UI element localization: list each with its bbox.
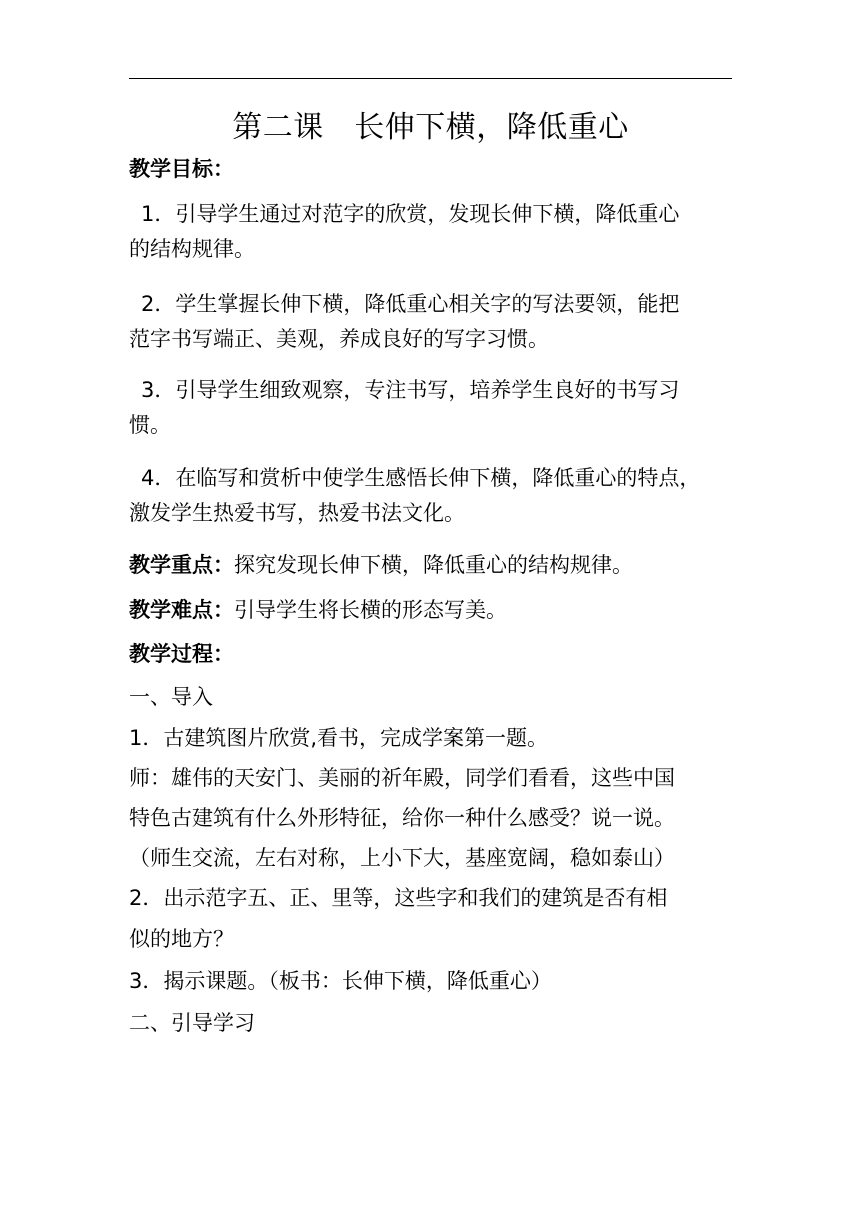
objective-line: 2．学生掌握长伸下横，降低重心相关字的写法要领，能把: [141, 292, 680, 316]
objective-item: [129, 192, 732, 282]
teacher-line: 师：雄伟的天安门、美丽的祈年殿，同学们看看，这些中国: [129, 766, 675, 790]
section-heading: 二、引导学习: [129, 1011, 255, 1035]
key-point-label: 教学重点：: [129, 553, 234, 577]
key-point-text: 探究发现长伸下横，降低重心的结构规律。: [234, 553, 633, 577]
document-body: [129, 100, 732, 1044]
objective-item: [129, 456, 732, 542]
key-point: [129, 542, 732, 588]
lesson-title: 第二课 长伸下横，降低重心: [232, 110, 629, 145]
objective-line: 惯。: [129, 413, 171, 437]
difficulty-text: 引导学生将长横的形态写美。: [234, 598, 507, 622]
exchange-line: （师生交流，左右对称，上小下大，基座宽阔，稳如泰山）: [129, 846, 675, 870]
objectives-heading: 教学目标：: [129, 157, 234, 181]
process-heading: 教学过程：: [129, 642, 234, 666]
step-line: 3．揭示课题。（板书：长伸下横，降低重心）: [129, 969, 552, 993]
teacher-line: 特色古建筑有什么外形特征，给你一种什么感受？说一说。: [129, 806, 675, 830]
step-line: 1．古建筑图片欣赏,看书，完成学案第一题。: [129, 726, 549, 750]
step-line: 2．出示范字五、正、里等，这些字和我们的建筑是否有相: [129, 886, 668, 910]
objective-item: [129, 368, 732, 456]
objective-line: 4．在临写和赏析中使学生感悟长伸下横，降低重心的特点，: [141, 466, 701, 490]
difficulty-label: 教学难点：: [129, 598, 234, 622]
objective-line: 激发学生热爱书写，热爱书法文化。: [129, 501, 465, 525]
step-line: 似的地方？: [129, 927, 234, 951]
objective-line: 范字书写端正、美观，养成良好的写字习惯。: [129, 327, 549, 351]
objective-item: [129, 282, 732, 368]
objective-line: 的结构规律。: [129, 237, 255, 261]
section-heading: 一、导入: [129, 685, 213, 709]
header-rule: [129, 78, 732, 79]
objective-line: 1．引导学生通过对范字的欣赏，发现长伸下横，降低重心: [141, 202, 680, 226]
objective-line: 3．引导学生细致观察，专注书写，培养学生良好的书写习: [141, 378, 680, 402]
difficulty-point: [129, 588, 732, 632]
